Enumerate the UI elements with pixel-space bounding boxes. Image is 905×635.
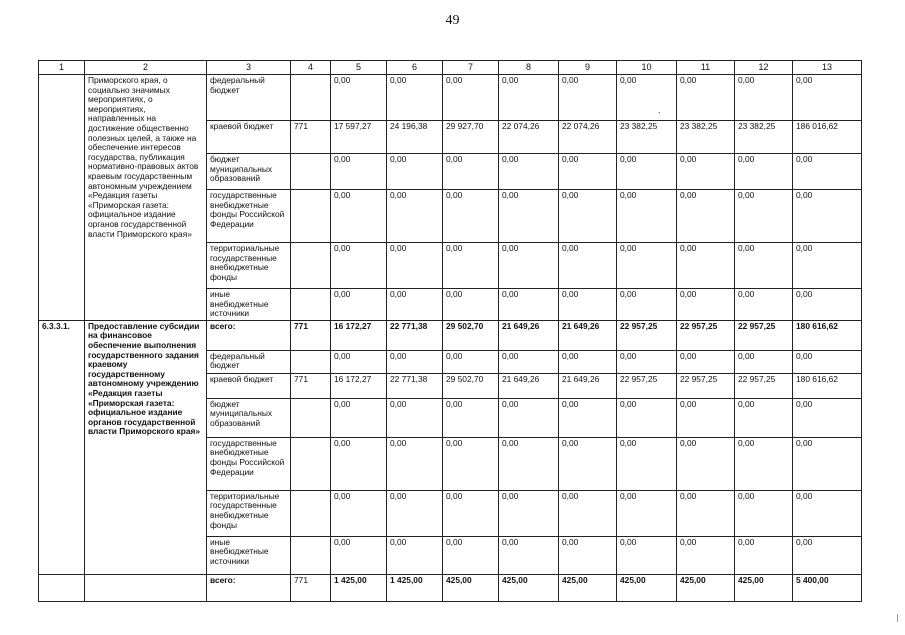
amount-cell: 0,00 <box>793 243 862 289</box>
column-header: 3 <box>207 61 291 75</box>
amount-cell: 0,00 <box>559 398 617 437</box>
budget-code <box>291 398 331 437</box>
amount-cell: 0,00 <box>735 190 793 243</box>
amount-cell: 23 382,25 <box>735 121 793 154</box>
amount-cell: 0,00 <box>331 536 387 574</box>
amount-cell: 0,00 <box>443 154 499 190</box>
amount-cell: 0,00 <box>443 490 499 536</box>
amount-cell: 0,00 <box>677 154 735 190</box>
amount-cell: 29 502,70 <box>443 320 499 350</box>
amount-cell: 21 649,26 <box>499 320 559 350</box>
amount-cell: 425,00 <box>735 574 793 601</box>
amount-cell: 0,00 <box>499 490 559 536</box>
column-header: 10 <box>617 61 677 75</box>
amount-cell: 0,00 <box>499 289 559 321</box>
amount-cell: 21 649,26 <box>559 373 617 398</box>
amount-cell: 0,00 <box>617 398 677 437</box>
budget-code <box>291 75 331 121</box>
item-description: Приморского края, о социально значимых мероприятиях, о мероприятиях, направленных на достижение общественно полезных целей, а также на обеспечение интересов государства, публикация нормативно-правовых актов краевым государственным автономным учреждением «Редакция газеты «Приморская газета: официальное издание органов государственной власти Приморского края» <box>85 75 207 321</box>
column-header: 11 <box>677 61 735 75</box>
funding-source: территориальные государственные внебюджетные фонды <box>207 243 291 289</box>
amount-cell: 0,00 <box>331 350 387 373</box>
amount-cell: 0,00 <box>677 536 735 574</box>
amount-cell: 0,00 <box>735 437 793 490</box>
empty-cell <box>39 574 85 601</box>
amount-cell: 0,00 <box>677 490 735 536</box>
column-header: 1 <box>39 61 85 75</box>
amount-cell: 22 957,25 <box>677 320 735 350</box>
amount-cell: 1 425,00 <box>331 574 387 601</box>
item-description: Предоставление субсидии на финансовое обеспечение выполнения государственного задания краевому государственному автономному учреждению «Редакция газеты «Приморская газета: официальное издание органов государственной власти Приморского края» <box>85 320 207 574</box>
amount-cell: 0,00 <box>735 154 793 190</box>
funding-source: федеральный бюджет <box>207 350 291 373</box>
amount-cell: 0,00 <box>559 437 617 490</box>
amount-cell: 0,00 <box>793 536 862 574</box>
margin-mark <box>897 614 898 622</box>
amount-cell: 0,00 <box>677 437 735 490</box>
amount-cell: 0,00 <box>559 289 617 321</box>
amount-cell: 0,00 <box>499 75 559 121</box>
amount-cell: 22 074,26 <box>499 121 559 154</box>
amount-cell: 5 400,00 <box>793 574 862 601</box>
amount-cell: 0,00 <box>559 190 617 243</box>
amount-cell: 0,00 <box>735 350 793 373</box>
budget-code <box>291 154 331 190</box>
amount-cell: 0,00 <box>387 350 443 373</box>
amount-cell: 16 172,27 <box>331 373 387 398</box>
amount-cell: 0,00 <box>331 437 387 490</box>
amount-cell: 0,00 <box>793 490 862 536</box>
amount-cell: 29 927,70 <box>443 121 499 154</box>
amount-cell: 0,00 <box>617 190 677 243</box>
amount-cell: 0,00 <box>387 437 443 490</box>
amount-cell: 0,00 <box>793 350 862 373</box>
amount-cell: 0,00 <box>387 154 443 190</box>
amount-cell: 0,00 <box>559 490 617 536</box>
amount-cell: 0,00 <box>735 289 793 321</box>
amount-cell: 0,00 <box>793 154 862 190</box>
budget-code <box>291 437 331 490</box>
budget-code: 771 <box>291 320 331 350</box>
amount-cell: 23 382,25 <box>677 121 735 154</box>
column-header: 6 <box>387 61 443 75</box>
amount-cell: 0,00 <box>617 75 677 121</box>
amount-cell: 22 074,26 <box>559 121 617 154</box>
funding-source: бюджет муниципальных образований <box>207 154 291 190</box>
amount-cell: 0,00 <box>499 398 559 437</box>
amount-cell: 0,00 <box>617 289 677 321</box>
amount-cell: 1 425,00 <box>387 574 443 601</box>
funding-source: краевой бюджет <box>207 121 291 154</box>
amount-cell: 0,00 <box>443 350 499 373</box>
amount-cell: 0,00 <box>499 154 559 190</box>
amount-cell: 22 957,25 <box>735 320 793 350</box>
funding-source: государственные внебюджетные фонды Российской Федерации <box>207 437 291 490</box>
amount-cell: 0,00 <box>677 75 735 121</box>
item-number: 6.3.3.1. <box>39 320 85 574</box>
amount-cell: 0,00 <box>617 490 677 536</box>
amount-cell: 180 616,62 <box>793 320 862 350</box>
amount-cell: 0,00 <box>793 75 862 121</box>
amount-cell: 0,00 <box>443 437 499 490</box>
item-number <box>39 75 85 321</box>
amount-cell: 0,00 <box>387 536 443 574</box>
budget-code <box>291 350 331 373</box>
funding-source: государственные внебюджетные фонды Российской Федерации <box>207 190 291 243</box>
budget-code <box>291 536 331 574</box>
amount-cell: 0,00 <box>387 75 443 121</box>
amount-cell: 0,00 <box>677 190 735 243</box>
amount-cell: 0,00 <box>331 154 387 190</box>
column-header: 5 <box>331 61 387 75</box>
amount-cell: 425,00 <box>677 574 735 601</box>
amount-cell: 0,00 <box>387 243 443 289</box>
budget-code <box>291 243 331 289</box>
amount-cell: 186 016,62 <box>793 121 862 154</box>
budget-code <box>291 289 331 321</box>
amount-cell: 0,00 <box>793 190 862 243</box>
column-header: 4 <box>291 61 331 75</box>
amount-cell: 0,00 <box>793 437 862 490</box>
amount-cell: 0,00 <box>499 437 559 490</box>
amount-cell: 425,00 <box>617 574 677 601</box>
funding-source: краевой бюджет <box>207 373 291 398</box>
column-header: 12 <box>735 61 793 75</box>
amount-cell: 0,00 <box>735 75 793 121</box>
amount-cell: 425,00 <box>499 574 559 601</box>
amount-cell: 0,00 <box>559 350 617 373</box>
budget-code <box>291 190 331 243</box>
amount-cell: 0,00 <box>331 289 387 321</box>
funding-source: всего: <box>207 320 291 350</box>
amount-cell: 0,00 <box>387 289 443 321</box>
header-row <box>39 61 862 75</box>
amount-cell: 0,00 <box>559 243 617 289</box>
page-number: 49 <box>445 13 460 28</box>
column-header: 7 <box>443 61 499 75</box>
amount-cell: 0,00 <box>387 398 443 437</box>
amount-cell: 0,00 <box>499 536 559 574</box>
amount-cell: 0,00 <box>331 243 387 289</box>
amount-cell: 0,00 <box>443 243 499 289</box>
column-header: 13 <box>793 61 862 75</box>
amount-cell: 0,00 <box>331 190 387 243</box>
amount-cell: 0,00 <box>793 398 862 437</box>
amount-cell: 0,00 <box>443 289 499 321</box>
amount-cell: 0,00 <box>499 190 559 243</box>
budget-code: 771 <box>291 373 331 398</box>
amount-cell: 0,00 <box>793 289 862 321</box>
budget-code <box>291 490 331 536</box>
amount-cell: 0,00 <box>617 154 677 190</box>
funding-source: территориальные государственные внебюджетные фонды <box>207 490 291 536</box>
amount-cell: 0,00 <box>387 490 443 536</box>
amount-cell: 425,00 <box>443 574 499 601</box>
amount-cell: 21 649,26 <box>499 373 559 398</box>
funding-source: бюджет муниципальных образований <box>207 398 291 437</box>
amount-cell: 0,00 <box>735 398 793 437</box>
funding-source: федеральный бюджет <box>207 75 291 121</box>
amount-cell: 0,00 <box>387 190 443 243</box>
amount-cell: 17 597,27 <box>331 121 387 154</box>
column-header: 9 <box>559 61 617 75</box>
amount-cell: 0,00 <box>677 350 735 373</box>
stray-dot-mark: . <box>658 105 661 115</box>
amount-cell: 0,00 <box>735 536 793 574</box>
amount-cell: 0,00 <box>735 243 793 289</box>
amount-cell: 21 649,26 <box>559 320 617 350</box>
budget-code: 771 <box>291 121 331 154</box>
amount-cell: 22 771,38 <box>387 320 443 350</box>
amount-cell: 0,00 <box>559 536 617 574</box>
funding-source: иные внебюджетные источники <box>207 536 291 574</box>
total-row <box>39 574 862 601</box>
amount-cell: 0,00 <box>331 398 387 437</box>
amount-cell: 22 957,25 <box>617 320 677 350</box>
amount-cell: 22 957,25 <box>735 373 793 398</box>
amount-cell: 0,00 <box>677 243 735 289</box>
amount-cell: 425,00 <box>559 574 617 601</box>
amount-cell: 0,00 <box>677 398 735 437</box>
amount-cell: 0,00 <box>443 190 499 243</box>
amount-cell: 0,00 <box>443 398 499 437</box>
amount-cell: 0,00 <box>617 437 677 490</box>
funding-source: всего: <box>207 574 291 601</box>
funding-source: иные внебюджетные источники <box>207 289 291 321</box>
amount-cell: 0,00 <box>617 350 677 373</box>
column-header: 8 <box>499 61 559 75</box>
amount-cell: 23 382,25 <box>617 121 677 154</box>
amount-cell: 22 957,25 <box>617 373 677 398</box>
amount-cell: 22 957,25 <box>677 373 735 398</box>
amount-cell: 0,00 <box>617 243 677 289</box>
amount-cell: 0,00 <box>617 536 677 574</box>
amount-cell: 22 771,38 <box>387 373 443 398</box>
amount-cell: 16 172,27 <box>331 320 387 350</box>
amount-cell: 0,00 <box>499 243 559 289</box>
amount-cell: 0,00 <box>331 490 387 536</box>
column-header: 2 <box>85 61 207 75</box>
amount-cell: 0,00 <box>559 75 617 121</box>
table-row <box>39 320 862 350</box>
amount-cell: 29 502,70 <box>443 373 499 398</box>
budget-table <box>38 60 862 602</box>
amount-cell: 0,00 <box>735 490 793 536</box>
amount-cell: 24 196,38 <box>387 121 443 154</box>
empty-cell <box>85 574 207 601</box>
amount-cell: 180 616,62 <box>793 373 862 398</box>
amount-cell: 0,00 <box>443 536 499 574</box>
amount-cell: 0,00 <box>499 350 559 373</box>
amount-cell: 0,00 <box>677 289 735 321</box>
table-row <box>39 75 862 121</box>
budget-code: 771 <box>291 574 331 601</box>
amount-cell: 0,00 <box>559 154 617 190</box>
amount-cell: 0,00 <box>331 75 387 121</box>
amount-cell: 0,00 <box>443 75 499 121</box>
